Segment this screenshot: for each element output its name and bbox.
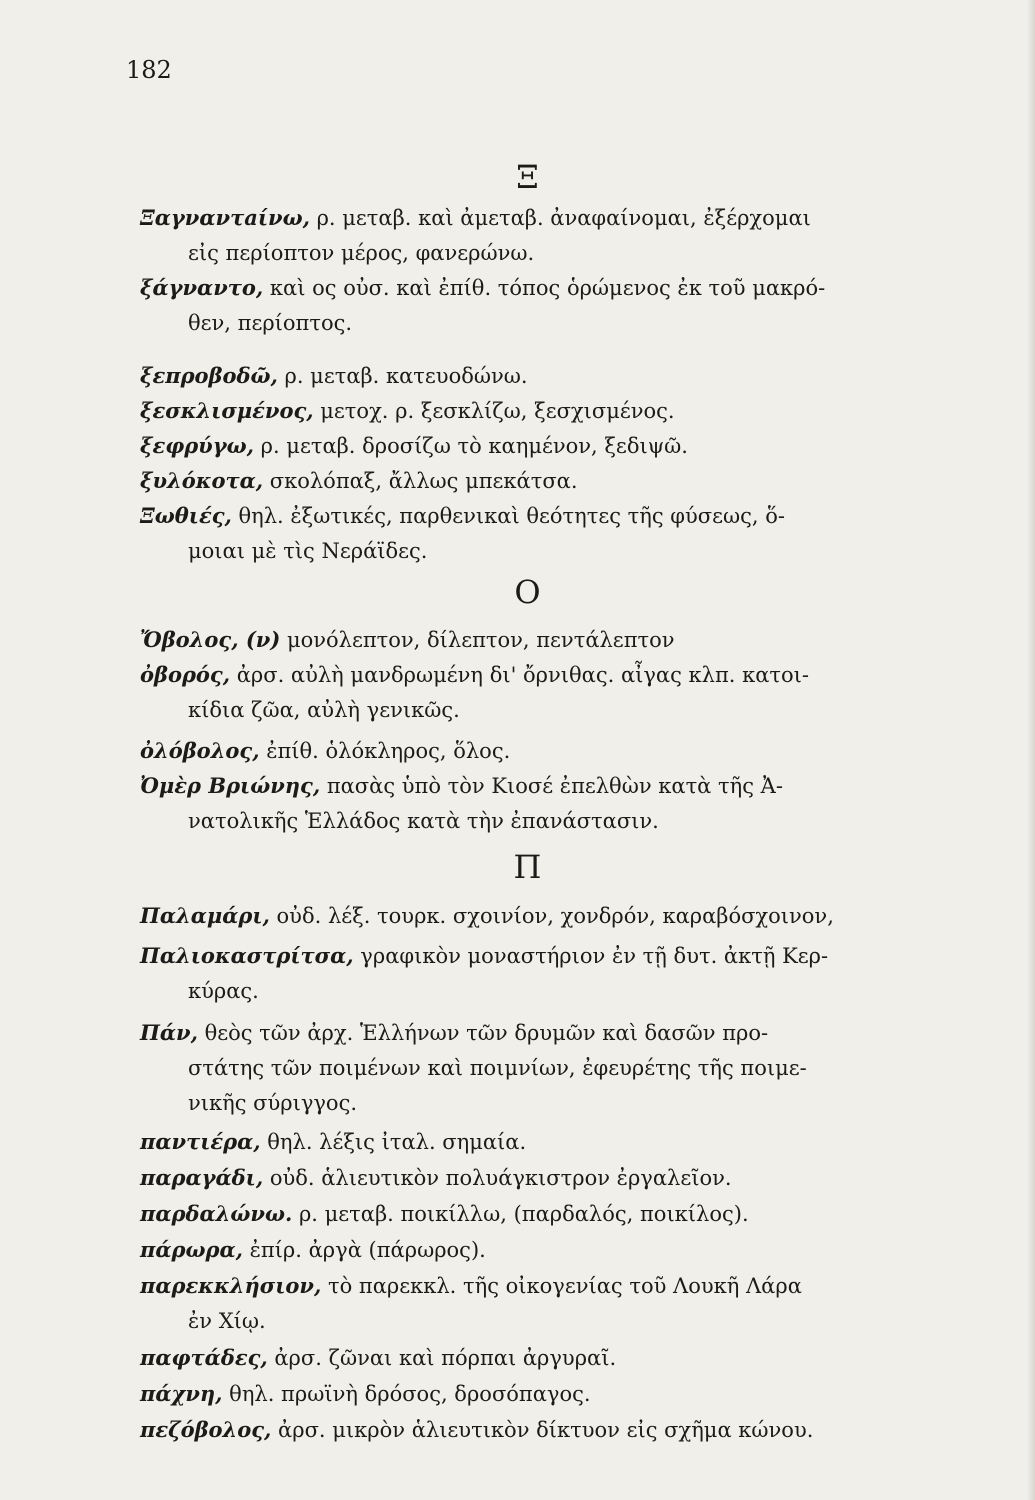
definition-cont: νατολικῆς Ἑλλάδος κατὰ τὴν ἐπανάστασιν. — [188, 809, 659, 833]
section-letter-pi: Π — [513, 848, 542, 886]
entry — [140, 1124, 970, 1160]
entry — [140, 768, 970, 839]
entry — [140, 498, 970, 569]
definition: μετοχ. ρ. ξεσκλίζω, ξεσχισμένος. — [313, 399, 675, 423]
definition: καὶ ος οὐσ. καὶ ἐπίθ. τόπος ὁρώμενος ἐκ τοῦ μακρό- — [263, 276, 826, 300]
entry — [140, 1376, 970, 1412]
entry — [140, 463, 970, 499]
headword: ξεσκλισμένος, — [140, 398, 314, 423]
entry — [140, 938, 970, 1009]
headword: παραγάδι, — [140, 1165, 264, 1190]
definition: ἀρσ. μικρὸν ἁλιευτικὸν δίκτυον εἰς σχῆμα κώνου. — [271, 1418, 814, 1442]
definition: ρ. μεταβ. δροσίζω τὸ καημένον, ξεδιψῶ. — [253, 434, 688, 458]
headword: Ὄβολος, (ν) — [140, 627, 281, 652]
definition: ἀρσ. αὐλὴ μανδρωμένη δι' ὄρνιθας. αἶγας κλπ. κατοι- — [230, 663, 810, 687]
entry — [140, 1196, 970, 1232]
section-letter-omicron: Ο — [514, 573, 541, 611]
definition: θηλ. πρωϊνὴ δρόσος, δροσόπαγος. — [222, 1382, 591, 1406]
definition-cont: κύρας. — [188, 979, 259, 1003]
definition: ἐπίρ. ἀργὰ (πάρωρος). — [242, 1238, 486, 1262]
headword: πάρωρα, — [140, 1237, 243, 1262]
entry — [140, 1268, 970, 1339]
headword: παφτάδες, — [140, 1345, 268, 1370]
headword: παρδαλώνω. — [140, 1201, 293, 1226]
definition: ἐπίθ. ὁλόκληρος, ὅλος. — [259, 739, 511, 763]
definition-cont: εἰς περίοπτον μέρος, φανερώνω. — [188, 241, 535, 265]
definition: ρ. μεταβ. καὶ ἀμεταβ. ἀναφαίνομαι, ἐξέρχομαι — [309, 206, 811, 230]
entry — [140, 622, 970, 658]
entry — [140, 1160, 970, 1196]
definition: μονόλεπτον, δίλεπτον, πεντάλεπτον — [280, 628, 675, 652]
headword: Ξαγναντaίνω, — [140, 205, 310, 230]
headword: Ξωθιές, — [140, 503, 232, 528]
definition: ἀρσ. ζῶναι καὶ πόρπαι ἀργυραῖ. — [267, 1346, 617, 1370]
headword: Παλιοκαστρίτσα, — [140, 943, 354, 968]
definition: οὐδ. ἁλιευτικὸν πολυάγκιστρον ἐργαλεῖον. — [263, 1166, 732, 1190]
entry — [140, 1232, 970, 1268]
headword: ὀλόβολος, — [140, 738, 260, 763]
page-number: 182 — [126, 56, 172, 84]
entry — [140, 1015, 970, 1121]
entry — [140, 428, 970, 464]
entry — [140, 358, 970, 394]
definition: ρ. μεταβ. κατευοδώνω. — [277, 364, 528, 388]
definition: σκολόπαξ, ἄλλως μπεκάτσα. — [263, 469, 578, 493]
entry — [140, 733, 970, 769]
definition: γραφικὸν μοναστήριον ἐν τῇ δυτ. ἀκτῇ Κερ- — [353, 944, 829, 968]
definition: τὸ παρεκκλ. τῆς οἰκογενίας τοῦ Λουκῆ Λάρα — [321, 1274, 802, 1298]
definition: ρ. μεταβ. ποικίλλω, (παρδαλός, ποικίλος). — [292, 1202, 749, 1226]
entry — [140, 270, 970, 341]
definition-cont: κίδια ζῶα, αὐλὴ γενικῶς. — [188, 698, 460, 722]
section-letter-xi: Ξ — [516, 158, 539, 196]
definition-cont: νικῆς σύριγγος. — [188, 1091, 358, 1115]
entry — [140, 393, 970, 429]
headword: Παλαμάρι, — [140, 903, 270, 928]
definition-cont: στάτης τῶν ποιμένων καὶ ποιμνίων, ἐφευρέτης τῆς ποιμε- — [188, 1056, 807, 1080]
headword: Ὀμὲρ Βριώνης, — [140, 773, 321, 798]
entry — [140, 1412, 970, 1448]
definition: θηλ. λέξις ἰταλ. σημαία. — [260, 1130, 527, 1154]
entry — [140, 200, 970, 271]
headword: ξεπροβοδῶ, — [140, 363, 278, 388]
definition: θηλ. ἐξωτικές, παρθενικαὶ θεότητες τῆς φύσεως, ὅ- — [231, 504, 785, 528]
definition-cont: μοιαι μὲ τὶς Νεράϊδες. — [188, 539, 428, 563]
headword: ξάγναντο, — [140, 275, 264, 300]
entry — [140, 657, 970, 728]
entry — [140, 1340, 970, 1376]
definition-cont: θεν, περίοπτος. — [188, 311, 353, 335]
headword: παρεκκλήσιον, — [140, 1273, 322, 1298]
headword: ὀβορός, — [140, 662, 231, 687]
definition-cont: ἐν Χίῳ. — [188, 1309, 266, 1333]
definition: πασὰς ὑπὸ τὸν Κιοσέ ἐπελθὼν κατὰ τῆς Ἀ- — [320, 774, 783, 798]
definition: θεὸς τῶν ἀρχ. Ἑλλήνων τῶν δρυμῶν καὶ δασῶν προ- — [197, 1021, 769, 1045]
headword: ξυλόκοτα, — [140, 468, 264, 493]
headword: Πάν, — [140, 1020, 198, 1045]
headword: πάχνη, — [140, 1381, 223, 1406]
headword: παντιέρα, — [140, 1129, 261, 1154]
definition: οὐδ. λέξ. τουρκ. σχοινίον, χονδρόν, καραβόσχοινον, — [269, 904, 834, 928]
headword: ξεφρύγω, — [140, 433, 254, 458]
entry — [140, 898, 970, 934]
page-edge-shadow — [1027, 0, 1035, 1500]
headword: πεζόβολος, — [140, 1417, 272, 1442]
